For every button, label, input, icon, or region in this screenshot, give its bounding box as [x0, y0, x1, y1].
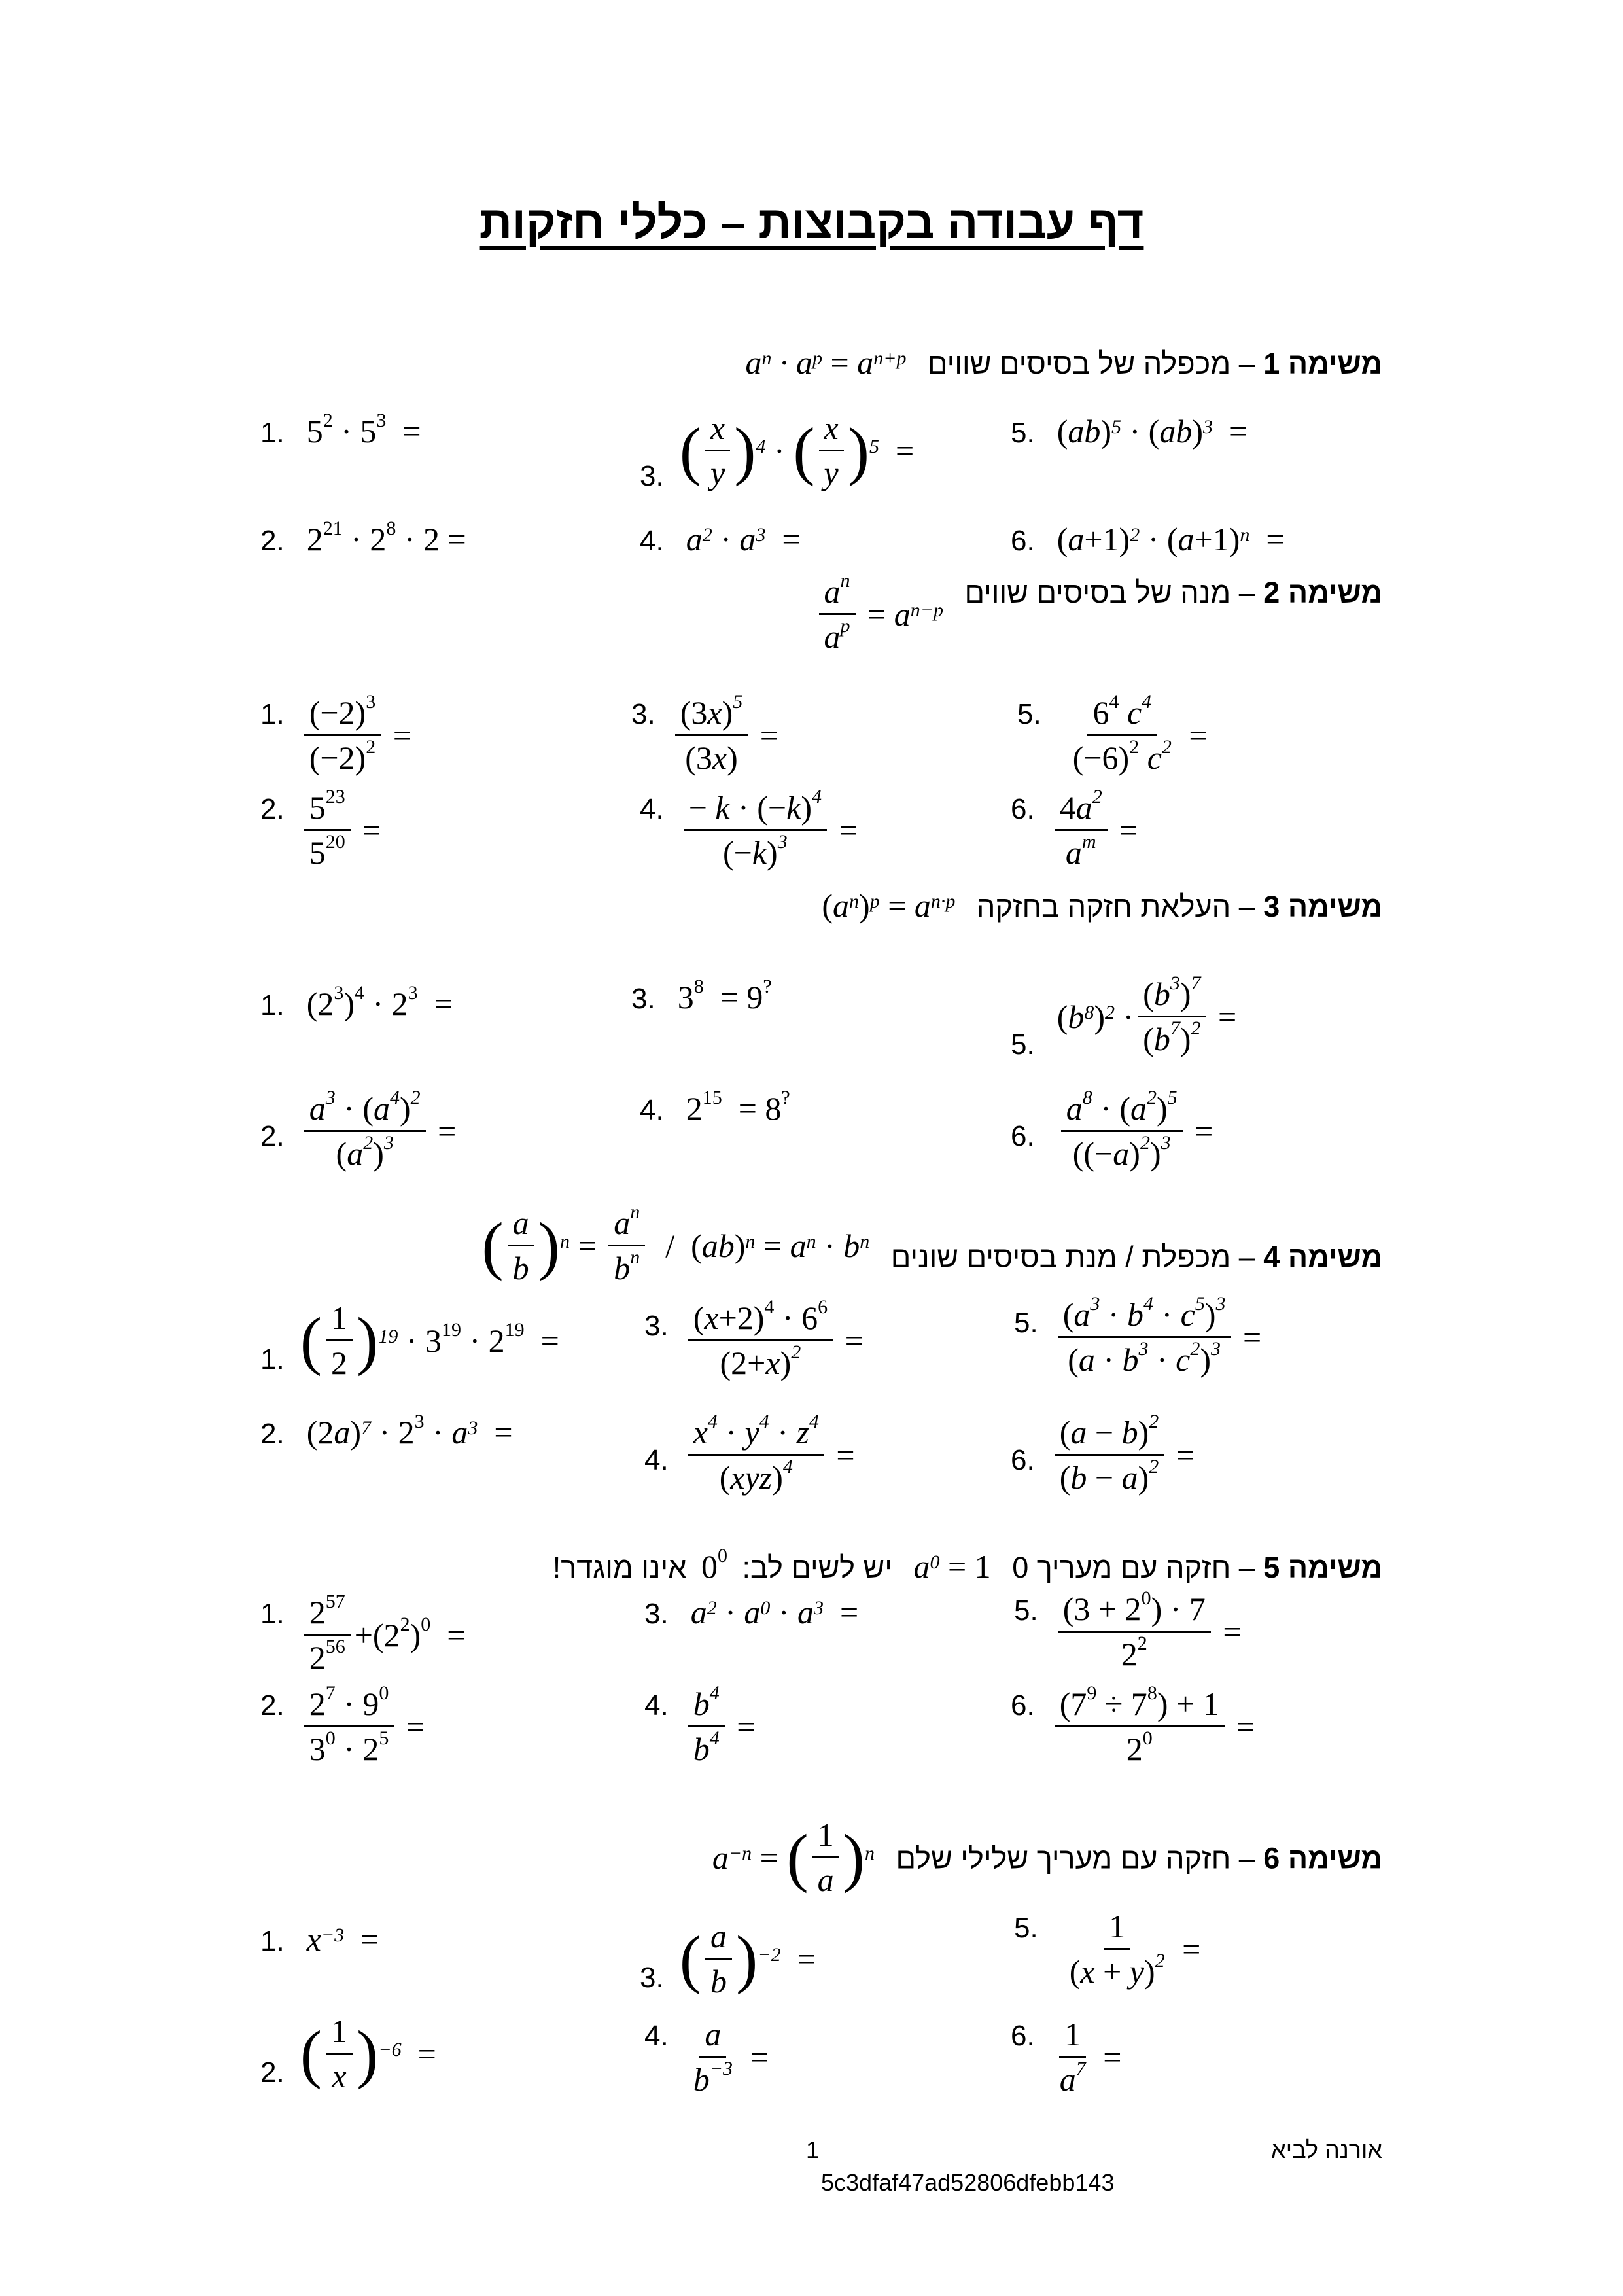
author-name: אורנה לביא [1271, 2136, 1382, 2163]
task-5-exercise-6: 6. $\frac{(7^9 \div 7^8) + 1}{2^0}$ = [1011, 1682, 1255, 1767]
task-6-exercise-4: 4. $\frac{a}{b^{-3}}$ = [644, 2016, 769, 2098]
task-2-exercise-4: 4. $\frac{- k \cdot (-k)^4}{(-k)^3}$ = [640, 786, 858, 871]
task-5-exercise-5: 5. $\frac{(3 + 2^0) \cdot 7}{2^2}$ = [1014, 1587, 1242, 1672]
task-4-exercise-3: 3. $\frac{(x+2)^4 \cdot 6^6}{(2+x)^2}$ = [644, 1296, 864, 1381]
task-2-exercise-5: 5. $\frac{6^4 c^4}{(-6)^2 c^2}$ = [1017, 691, 1208, 776]
task-2-exercise-1: 1. $\frac{(-2)^3}{(-2)^2}$ = [260, 691, 411, 776]
task-4-exercise-1: 1. ( $\frac{1}{2}$ ) 19 · $3^{19} \cdot 2^{19}$ = [260, 1299, 559, 1381]
task-4-exercise-6: 6. $\frac{(a - b)^2}{(b - a)^2}$ = [1011, 1411, 1195, 1496]
task-1-exercise-3: 3. ( $\frac{x}{y}$ ) 4 · ( $\frac{x}{y}$ ) 5 = [640, 410, 915, 492]
task-6-exercise-6: 6. $\frac{1}{a^7}$ = [1011, 2016, 1122, 2098]
task-4-exercise-4: 4. $\frac{x^4 \cdot y^4 \cdot z^4}{(xyz)^4}$ = [644, 1411, 855, 1496]
task-6-exercise-2: 2. ( $\frac{1}{x}$ ) −6 = [260, 2013, 436, 2094]
task-6-heading: משימה 6 – חזקה עם מעריך שלילי שלם a −n = ( $\frac{1}{a}$ ) n [712, 1816, 1382, 1898]
document-code: 5c3dfaf47ad52806dfebb143 [821, 2169, 1115, 2196]
task-5-exercise-3: 3. a 2 · a 0 · a 3 = [644, 1594, 859, 1631]
task-2-heading: משימה 2 – מנה של בסיסים שווים $\frac{a^n}{a^p}$ = a n−p [815, 573, 1382, 656]
task-3-heading: משימה 3 – העלאת חזקה בחזקה ( a n ) p = a n·p [822, 887, 1382, 924]
task-4-exercise-5: 5. $\frac{(a^3 \cdot b^4 \cdot c^5)^3}{(a \cdot b^3 \cdot c^2)^3}$ = [1014, 1293, 1262, 1378]
task-1-exercise-2: 2. $2^{21} \cdot 2^8 \cdot 2$ = [260, 518, 466, 557]
task-2-exercise-2: 2. $\frac{5^{23}}{5^{20}}$ = [260, 786, 381, 871]
page-title: דף עבודה בקבוצות – כללי חזקות [479, 197, 1144, 248]
page-number: 1 [806, 2136, 820, 2163]
task-5-exercise-1: 1. $\frac{2^{57}}{2^{56}}$ $+(2^2)^0$ = [260, 1591, 466, 1676]
task-2-exercise-3: 3. $\frac{(3x)^5}{(3x)}$ = [631, 691, 778, 776]
task-1-exercise-4: 4. a 2 · a 3 = [640, 521, 801, 557]
task-6-exercise-3: 3. ( $\frac{a}{b}$ ) −2 = [640, 1918, 816, 2000]
task-1-exercise-1: 1. $5^2 \cdot 5^3$ = [260, 410, 421, 450]
task-5-exercise-2: 2. $\frac{2^7 \cdot 9^0}{3^0 \cdot 2^5}$ = [260, 1682, 425, 1767]
task-3-exercise-5: 5. ( b 8 ) 2 · $\frac{(b^3)^7}{(b^7)^2}$ = [1011, 972, 1237, 1061]
task-5-exercise-4: 4. $\frac{b^4}{b^4}$ = [644, 1682, 756, 1767]
task-3-exercise-3: 3. $3^8 = 9^?$ [631, 976, 772, 1016]
task-1-heading: משימה 1 – מכפלה של בסיסים שווים a n · a p = a n+p [745, 344, 1382, 381]
task-4-exercise-2: 2. (2 a ) 7 · $2^3$ · a 3 = [260, 1411, 513, 1451]
task-1-exercise-6: 6. ( a +1) 2 · ( a +1) n = [1011, 521, 1285, 557]
task-6-exercise-1: 1. x −3 = [260, 1921, 379, 1958]
task-4-heading: משימה 4 – מכפלת / מנת בסיסים שונים ( $\frac{a}{b}$ ) n = $\frac{a^n}{b^n}$ / ( ab ) n = a n · b n [481, 1201, 1382, 1286]
task-6-exercise-5: 5. $\frac{1}{(x + y)^2}$ = [1014, 1908, 1201, 1990]
task-2-exercise-6: 6. $\frac{4a^2}{a^m}$ = [1011, 786, 1138, 871]
task-3-exercise-4: 4. $2^{15} = 8^?$ [640, 1087, 790, 1127]
task-1-exercise-5: 5. ( ab ) 5 · ( ab ) 3 = [1011, 413, 1248, 450]
task-3-exercise-2: 2. $\frac{a^3 \cdot (a^4)^2}{(a^2)^3}$ = [260, 1087, 457, 1172]
task-5-heading: משימה 5 – חזקה עם מעריך 0 a 0 = 1 יש לשים לב: $0^0$ אינו מוגדר! [552, 1545, 1382, 1585]
task-3-exercise-6: 6. $\frac{a^8 \cdot (a^2)^5}{((-a)^2)^3}$ = [1011, 1087, 1213, 1172]
task-3-exercise-1: 1. $(2^3)^4 \cdot 2^3$ = [260, 982, 453, 1022]
